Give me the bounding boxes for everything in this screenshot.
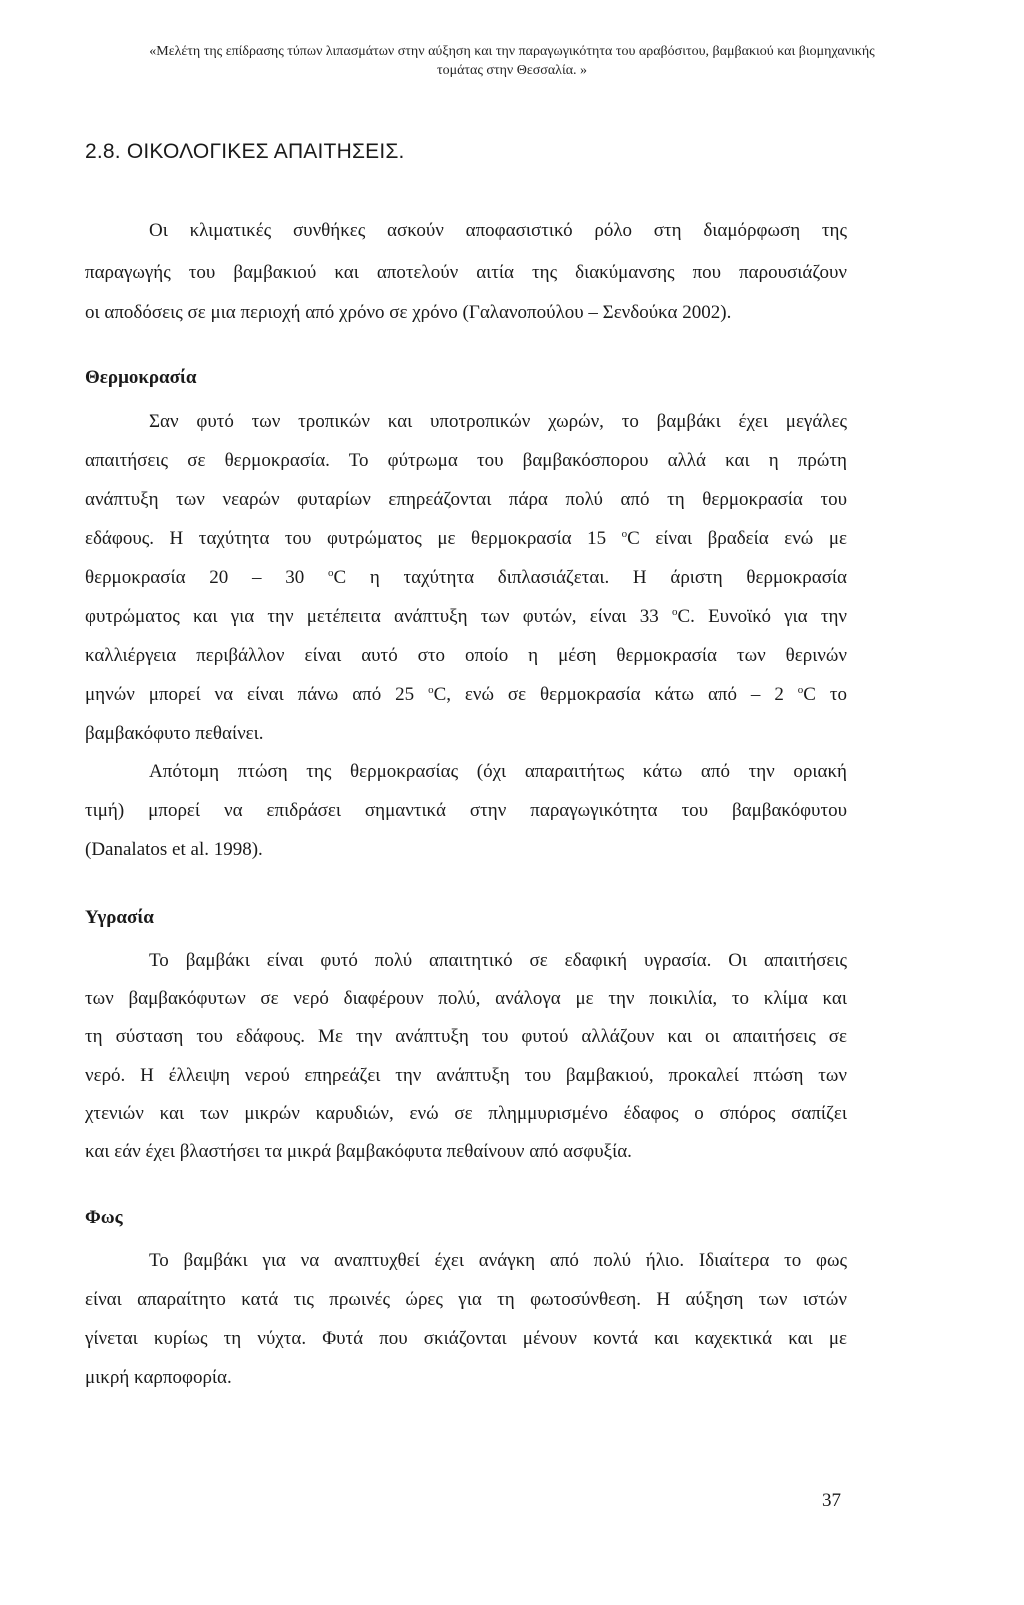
paragraph-line: απαιτήσεις σε θερμοκρασία. Το φύτρωμα του βαμβακόσπορου αλλά και η πρώτη — [85, 450, 847, 471]
intro-line: παραγωγής του βαμβακιού και αποτελούν αιτία της διακύμανσης που παρουσιάζουν — [85, 262, 847, 283]
page-number: 37 — [822, 1490, 841, 1511]
paragraph-line: των βαμβακόφυτων σε νερό διαφέρουν πολύ, ανάλογα με την ποικιλία, το κλίμα και — [85, 988, 847, 1009]
paragraph-line: μικρή καρποφορία. — [85, 1367, 232, 1388]
degree-sign: o — [327, 567, 334, 579]
paragraph-line: καλλιέργεια περιβάλλον είναι αυτό στο οποίο η μέση θερμοκρασία των θερινών — [85, 645, 847, 666]
intro-line: οι αποδόσεις σε μια περιοχή από χρόνο σε χρόνο (Γαλανοπούλου – Σενδούκα 2002). — [85, 302, 732, 323]
paragraph-line: είναι απαραίτητο κατά τις πρωινές ώρες για τη φωτοσύνθεση. Η αύξηση των ιστών — [85, 1289, 847, 1310]
paragraph-line: βαμβακόφυτο πεθαίνει. — [85, 723, 264, 744]
paragraph-line: μηνών μπορεί να είναι πάνω από 25 $^o$C, ενώ σε θερμοκρασία κάτω από – 2 $^o$C το — [85, 684, 847, 705]
intro-line: Οι κλιματικές συνθήκες ασκούν αποφασιστικό ρόλο στη διαμόρφωση της — [149, 220, 847, 241]
running-header-line-2: τομάτας στην Θεσσαλία. » — [436, 63, 588, 78]
section-title: 2.8. ΟΙΚΟΛΟΓΙΚΕΣ ΑΠΑΙΤΗΣΕΙΣ. — [85, 140, 405, 163]
paragraph-line: ανάπτυξη των νεαρών φυταρίων επηρεάζονται πάρα πολύ από τη θερμοκρασία του — [85, 489, 847, 510]
paragraph-line: Σαν φυτό των τροπικών και υποτροπικών χωρών, το βαμβάκι έχει μεγάλες — [149, 411, 847, 432]
paragraph-line: φυτρώματος και για την μετέπειτα ανάπτυξη των φυτών, είναι 33 $^o$C. Ευνοϊκό για την — [85, 606, 847, 627]
paragraph-line: γίνεται κυρίως τη νύχτα. Φυτά που σκιάζονται μένουν κοντά και καχεκτικά και με — [85, 1328, 847, 1349]
degree-sign: o — [797, 684, 804, 696]
degree-sign: o — [671, 606, 678, 618]
paragraph-line: χτενιών και των μικρών καρυδιών, ενώ σε πλημμυρισμένο έδαφος ο σπόρος σαπίζει — [85, 1103, 847, 1124]
paragraph-line: τιμή) μπορεί να επιδράσει σημαντικά στην παραγωγικότητα του βαμβακόφυτου — [85, 800, 847, 821]
paragraph-line: (Danalatos et al. 1998). — [85, 839, 263, 860]
degree-sign: o — [621, 528, 628, 540]
paragraph-line: και εάν έχει βλαστήσει τα μικρά βαμβακόφυτα πεθαίνουν από ασφυξία. — [85, 1141, 632, 1162]
paragraph-line: Το βαμβάκι για να αναπτυχθεί έχει ανάγκη από πολύ ήλιο. Ιδιαίτερα το φως — [149, 1250, 847, 1271]
paragraph-line: εδάφους. Η ταχύτητα του φυτρώματος με θερμοκρασία 15 $^o$C είναι βραδεία ενώ με — [85, 528, 847, 549]
degree-sign: o — [428, 684, 434, 696]
paragraph-line: Απότομη πτώση της θερμοκρασίας (όχι απαραιτήτως κάτω από την οριακή — [149, 761, 847, 782]
subsection-title-humidity: Υγρασία — [85, 907, 154, 928]
paragraph-line: τη σύσταση του εδάφους. Με την ανάπτυξη του φυτού αλλάζουν και οι απαιτήσεις σε — [85, 1026, 847, 1047]
paragraph-line: θερμοκρασία 20 – 30 $^o$C η ταχύτητα διπλασιάζεται. Η άριστη θερμοκρασία — [85, 567, 848, 588]
paragraph-line: νερό. Η έλλειψη νερού επηρεάζει την ανάπτυξη του βαμβακιού, προκαλεί πτώση των — [85, 1065, 847, 1086]
paragraph-line: Το βαμβάκι είναι φυτό πολύ απαιτητικό σε εδαφική υγρασία. Οι απαιτήσεις — [149, 950, 847, 971]
subsection-title-light: Φως — [85, 1207, 123, 1228]
subsection-title-temperature: Θερμοκρασία — [85, 367, 197, 388]
running-header-line-1: «Μελέτη της επίδρασης τύπων λιπασμάτων στην αύξηση και την παραγωγικότητα του αραβόσιτου, βαμβακιού και βιομηχανικής — [149, 44, 875, 59]
